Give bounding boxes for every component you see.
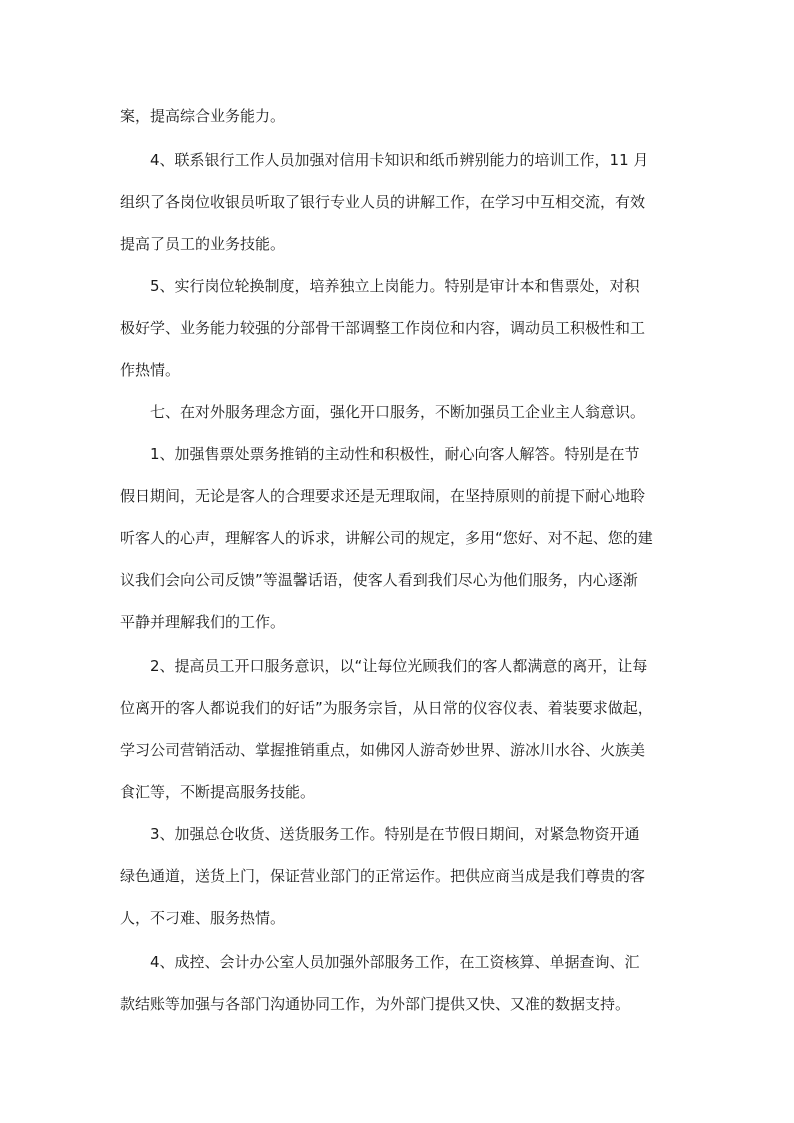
paragraph-line: 议我们会向公司反馈”等温馨话语，使客人看到我们尽心为他们服务，内心逐渐 xyxy=(120,571,638,589)
paragraph-line: 提高了员工的业务技能。 xyxy=(120,235,286,253)
paragraph-line: 4、成控、会计办公室人员加强外部服务工作，在工资核算、单据查询、汇 xyxy=(150,953,640,971)
paragraph-line: 平静并理解我们的工作。 xyxy=(120,613,286,631)
paragraph-line: 1、加强售票处票务推销的主动性和积极性，耐心向客人解答。特别是在节 xyxy=(150,445,640,463)
paragraph-line: 款结账等加强与各部门沟通协同工作，为外部门提供又快、又准的数据支持。 xyxy=(120,995,631,1013)
paragraph-line: 绿色通道，送货上门，保证营业部门的正常运作。把供应商当成是我们尊贵的客 xyxy=(120,867,646,885)
paragraph-line: 案，提高综合业务能力。 xyxy=(120,107,286,125)
paragraph-line: 3、加强总仓收货、送货服务工作。特别是在节假日期间，对紧急物资开通 xyxy=(150,825,640,843)
paragraph-line: 组织了各岗位收银员听取了银行专业人员的讲解工作，在学习中互相交流，有效 xyxy=(120,193,646,211)
paragraph-line: 人，不刁难、服务热情。 xyxy=(120,909,286,927)
paragraph-line: 4、联系银行工作人员加强对信用卡知识和纸币辨别能力的培训工作，11 月 xyxy=(150,151,649,169)
section-heading: 七、在对外服务理念方面，强化开口服务，不断加强员工企业主人翁意识。 xyxy=(150,403,646,421)
paragraph-line: 2、提高员工开口服务意识，以“让每位光顾我们的客人都满意的离开，让每 xyxy=(150,657,648,675)
paragraph-line: 学习公司营销活动、掌握推销重点，如佛冈人游奇妙世界、游冰川水谷、火族美 xyxy=(120,741,646,759)
paragraph-line: 食汇等，不断提高服务技能。 xyxy=(120,783,316,801)
paragraph-line: 假日期间，无论是客人的合理要求还是无理取闹，在坚持原则的前提下耐心地聆 xyxy=(120,487,646,505)
paragraph-line: 作热情。 xyxy=(120,361,181,379)
paragraph-line: 5、实行岗位轮换制度，培养独立上岗能力。特别是审计本和售票处，对积 xyxy=(150,277,640,295)
paragraph-line: 位离开的客人都说我们的好话”为服务宗旨，从日常的仪容仪表、着装要求做起， xyxy=(120,699,653,717)
paragraph-line: 听客人的心声，理解客人的诉求，讲解公司的规定，多用“您好、对不起、您的建 xyxy=(120,529,653,547)
paragraph-line: 极好学、业务能力较强的分部骨干部调整工作岗位和内容，调动员工积极性和工 xyxy=(120,319,646,337)
